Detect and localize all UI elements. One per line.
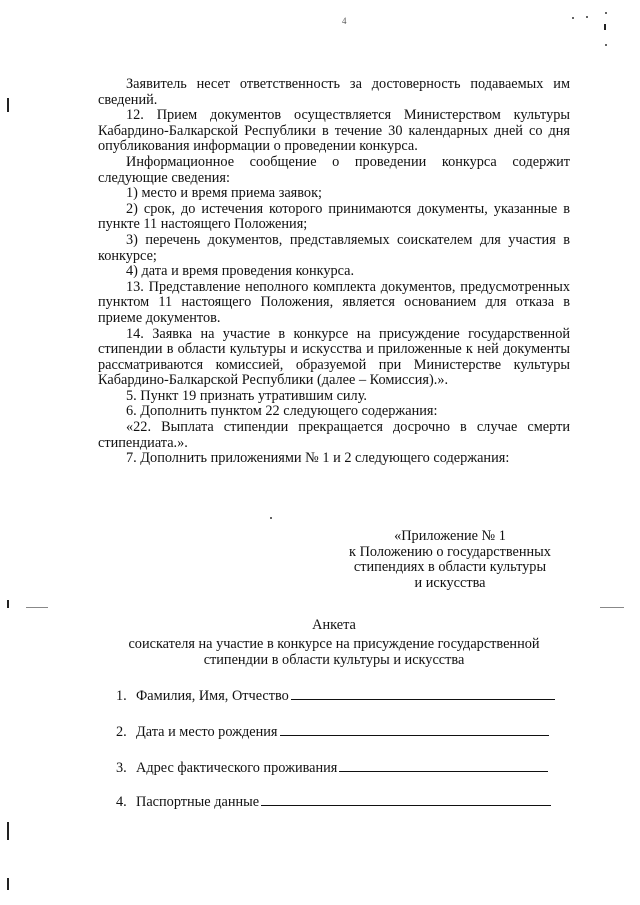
paragraph-12: 12. Прием документов осуществляется Министерством культуры Кабардино-Балкарской Республики в течение 30 календарных дней со дня опубликования информации о проведении конкурса. bbox=[98, 107, 570, 155]
scan-mark-left-low bbox=[7, 822, 9, 840]
scan-dash-right bbox=[600, 607, 624, 608]
field-number: 3. bbox=[116, 760, 127, 776]
list-item-2: 2) срок, до истечения которого принимаются документы, указанные в пункте 11 настоящего Положения; bbox=[98, 200, 570, 233]
paragraph-22: «22. Выплата стипендии прекращается досрочно в случае смерти стипендиата.». bbox=[98, 419, 570, 451]
paragraph-6: 6. Дополнить пунктом 22 следующего содержания: bbox=[126, 403, 438, 420]
form-field-full-name bbox=[116, 686, 555, 704]
appendix-line-1: «Приложение № 1 bbox=[394, 528, 506, 544]
form-field-birth-date-place bbox=[116, 722, 549, 740]
paragraph-7: 7. Дополнить приложениями № 1 и 2 следующего содержания: bbox=[126, 450, 510, 467]
field-label: Фамилия, Имя, Отчество bbox=[136, 688, 289, 704]
scan-dot bbox=[605, 44, 607, 46]
field-number: 1. bbox=[116, 688, 127, 704]
scan-dot bbox=[605, 12, 607, 14]
list-item-3: 3) перечень документов, представляемых соискателем для участия в конкурсе; bbox=[98, 231, 570, 264]
paragraph-13: 13. Представление неполного комплекта документов, предусмотренных пунктом 11 настоящего Положения, является основанием для отказа в приеме документов. bbox=[98, 278, 570, 326]
field-label: Паспортные данные bbox=[136, 794, 260, 810]
paragraph-5: 5. Пункт 19 признать утратившим силу. bbox=[126, 387, 367, 404]
paragraph-responsibility: Заявитель несет ответственность за достоверность подаваемых им сведений. bbox=[98, 76, 570, 108]
form-subtitle-line-2: стипендии в области культуры и искусства bbox=[203, 652, 465, 668]
passport-blank-line[interactable] bbox=[261, 792, 551, 806]
birth-date-place-blank-line[interactable] bbox=[280, 722, 549, 736]
appendix-line-4: и искусства bbox=[414, 574, 486, 591]
page-number-mark: 4 bbox=[342, 16, 347, 26]
appendix-line-3: стипендиях в области культуры bbox=[353, 559, 547, 576]
appendix-header bbox=[330, 529, 570, 591]
scan-mark-left-mid bbox=[7, 600, 9, 608]
form-subtitle-line-1: соискателя на участие в конкурсе на присуждение государственной bbox=[128, 636, 540, 652]
field-number: 4. bbox=[116, 794, 127, 810]
scan-mark-right-top bbox=[604, 24, 606, 30]
list-item-1: 1) место и время приема заявок; bbox=[126, 185, 322, 202]
scan-dot bbox=[270, 517, 272, 519]
scan-dot bbox=[572, 17, 574, 19]
document-body bbox=[98, 77, 570, 467]
field-label: Адрес фактического проживания bbox=[136, 760, 338, 776]
scan-mark-left-bottom bbox=[7, 878, 9, 890]
form-field-address bbox=[116, 758, 548, 776]
address-blank-line[interactable] bbox=[339, 758, 548, 772]
field-number: 2. bbox=[116, 724, 127, 740]
paragraph-info-message: Информационное сообщение о проведении конкурса содержит следующие сведения: bbox=[98, 153, 570, 186]
scan-dot bbox=[586, 16, 588, 18]
scan-dash-left bbox=[26, 607, 48, 608]
full-name-blank-line[interactable] bbox=[291, 686, 555, 700]
appendix-line-2: к Положению о государственных bbox=[349, 543, 551, 560]
form-field-passport bbox=[116, 792, 551, 810]
list-item-4: 4) дата и время проведения конкурса. bbox=[126, 263, 355, 280]
scan-mark-left-top bbox=[7, 98, 9, 112]
field-label: Дата и место рождения bbox=[136, 724, 278, 740]
paragraph-14: 14. Заявка на участие в конкурсе на присуждение государственной стипендии в области культуры и искусства и приложенные к ней документы рассматриваются комиссией, образуемой при Министерстве культуры Кабардино-Балкарской Республики (далее – Комиссия).». bbox=[98, 325, 570, 389]
form-title: Анкета bbox=[312, 617, 356, 633]
form-heading bbox=[98, 617, 570, 668]
